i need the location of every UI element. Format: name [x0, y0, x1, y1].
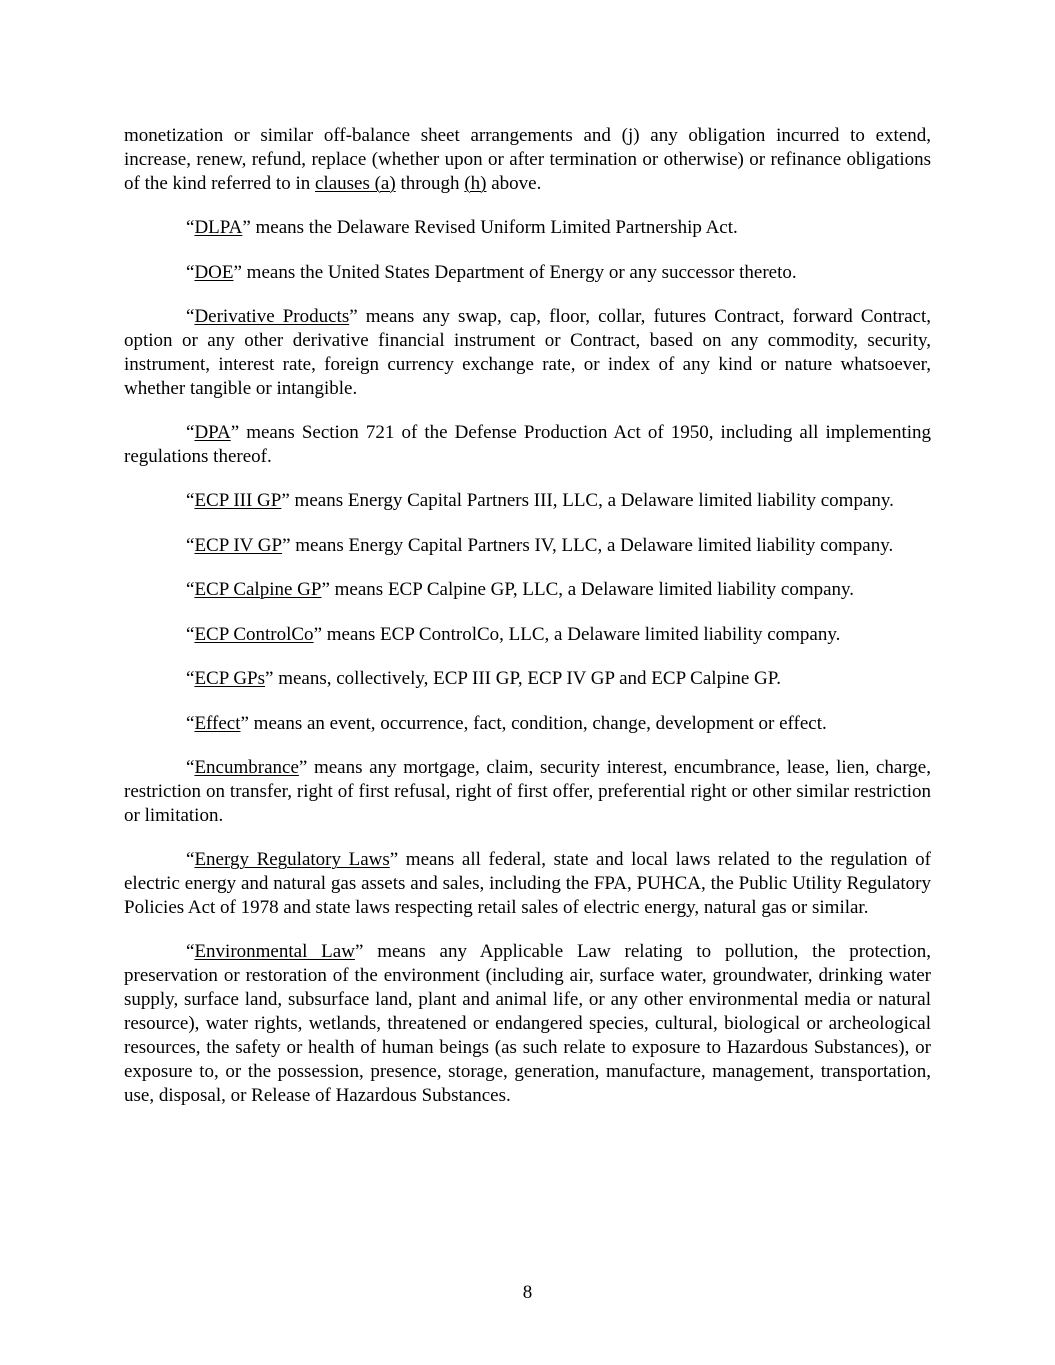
defined-term: ECP IV GP	[194, 534, 283, 556]
defined-term: Derivative Products	[194, 306, 350, 328]
document-page	[124, 124, 931, 1128]
continuation-paragraph	[124, 124, 931, 196]
definition-text: ” means ECP Calpine GP, LLC, a Delaware limited liability company.	[321, 579, 855, 601]
definition-text: ” means Section 721 of the Defense Production Act of 1950, including all implementing regulations thereof.	[124, 422, 931, 468]
definition-text: ” means the Delaware Revised Uniform Limited Partnership Act.	[242, 217, 738, 239]
definition-encumbrance: “Encumbrance” means any mortgage, claim, security interest, encumbrance, lease, lien, charge, restriction on transfer, right of first refusal, right of first offer, preferential right or other similar restriction or limitation.	[124, 756, 931, 826]
clause-reference: (h)	[464, 172, 487, 194]
definition-text: ” means Energy Capital Partners IV, LLC, a Delaware limited liability company.	[282, 534, 894, 556]
definition-dpa: “DPA” means Section 721 of the Defense Production Act of 1950, including all implementing regulations thereof.	[124, 422, 931, 468]
definition-ecp-gps: “ECP GPs” means, collectively, ECP III GP, ECP IV GP and ECP Calpine GP.	[186, 668, 781, 690]
definition-text: ” means any swap, cap, floor, collar, futures Contract, forward Contract, option or any other derivative financial instrument or Contract, based on any commodity, security, instrument, interest rate, foreign currency exchange rate, or index of any kind or nature whatsoever, whether tangible or intangible.	[124, 306, 931, 399]
defined-term: ECP III GP	[194, 490, 282, 512]
definition-text: ” means an event, occurrence, fact, condition, change, development or effect.	[240, 712, 827, 734]
definition-ecp-calpine-gp: “ECP Calpine GP” means ECP Calpine GP, LLC, a Delaware limited liability company.	[186, 579, 855, 601]
paragraph-text: through	[395, 172, 465, 194]
defined-term: Encumbrance	[194, 756, 299, 778]
definition-text: ” means any mortgage, claim, security interest, encumbrance, lease, lien, charge, restriction on transfer, right of first refusal, right of first offer, preferential right or other similar restriction or limitation.	[124, 756, 931, 826]
clause-reference: clauses (a)	[314, 172, 396, 194]
definition-derivative-products: “Derivative Products” means any swap, cap, floor, collar, futures Contract, forward Contract, option or any other derivative financial instrument or Contract, based on any commodity, security, instrument, interest rate, foreign currency exchange rate, or index of any kind or nature whatsoever, whether tangible or intangible.	[124, 306, 931, 399]
definition-text: ” means, collectively, ECP III GP, ECP IV GP and ECP Calpine GP.	[265, 668, 781, 690]
defined-term: ECP GPs	[194, 668, 266, 690]
defined-term: Effect	[194, 712, 241, 734]
paragraph-text: above.	[486, 172, 542, 194]
page-number: 8	[522, 1282, 533, 1303]
definition-text: ” means ECP ControlCo, LLC, a Delaware limited liability company.	[313, 623, 841, 645]
definition-text: ” means all federal, state and local laws related to the regulation of electric energy and natural gas assets and sales, including the FPA, PUHCA, the Public Utility Regulatory Policies Act of 1978 and state laws respecting retail sales of electric energy, natural gas or similar.	[124, 849, 931, 918]
definition-doe: “DOE” means the United States Department of Energy or any successor thereto.	[186, 261, 797, 283]
defined-term: ECP ControlCo	[194, 623, 314, 645]
definition-ecp-controlco: “ECP ControlCo” means ECP ControlCo, LLC, a Delaware limited liability company.	[186, 623, 841, 645]
definition-dlpa: “DLPA” means the Delaware Revised Uniform Limited Partnership Act.	[186, 217, 738, 239]
definition-environmental-law: “Environmental Law” means any Applicable Law relating to pollution, the protection, preservation or restoration of the environment (including air, surface water, groundwater, drinking water supply, surface land, subsurface land, plant and animal life, or any other environmental media or natural resource), water rights, wetlands, threatened or endangered species, cultural, biological or archeological resources, the safety or health of human beings (as such relate to exposure to Hazardous Substances), or exposure to, or the possession, presence, storage, generation, manufacture, management, transportation, use, disposal, or Release of Hazardous Substances.	[124, 941, 931, 1106]
paragraph-text: monetization or similar off-balance sheet arrangements and (j) any obligation incurred to extend, increase, renew, refund, replace (whether upon or after termination or otherwise) or refinance obligations of the kind referred to in	[124, 125, 931, 194]
definition-effect: “Effect” means an event, occurrence, fact, condition, change, development or effect.	[186, 712, 827, 734]
definition-text: ” means the United States Department of Energy or any successor thereto.	[233, 261, 797, 283]
definition-ecp-iii-gp: “ECP III GP” means Energy Capital Partners III, LLC, a Delaware limited liability company.	[186, 490, 894, 512]
definition-energy-regulatory-laws: “Energy Regulatory Laws” means all federal, state and local laws related to the regulation of electric energy and natural gas assets and sales, including the FPA, PUHCA, the Public Utility Regulatory Policies Act of 1978 and state laws respecting retail sales of electric energy, natural gas or similar.	[124, 849, 931, 918]
defined-term: ECP Calpine GP	[194, 579, 322, 601]
defined-term: Environmental Law	[194, 941, 355, 963]
definition-text: ” means any Applicable Law relating to pollution, the protection, preservation or restoration of the environment (including air, surface water, groundwater, drinking water supply, surface land, subsurface land, plant and animal life, or any other environmental media or natural resource), water rights, wetlands, threatened or endangered species, cultural, biological or archeological resources, the safety or health of human beings (as such relate to exposure to Hazardous Substances), or exposure to, or the possession, presence, storage, generation, manufacture, management, transportation, use, disposal, or Release of Hazardous Substances.	[124, 941, 931, 1106]
defined-term: DOE	[194, 261, 234, 283]
defined-term: DLPA	[194, 217, 243, 239]
definition-ecp-iv-gp: “ECP IV GP” means Energy Capital Partners IV, LLC, a Delaware limited liability company.	[186, 534, 894, 556]
definition-text: ” means Energy Capital Partners III, LLC, a Delaware limited liability company.	[281, 490, 894, 512]
defined-term: DPA	[194, 422, 231, 444]
defined-term: Energy Regulatory Laws	[194, 849, 390, 871]
